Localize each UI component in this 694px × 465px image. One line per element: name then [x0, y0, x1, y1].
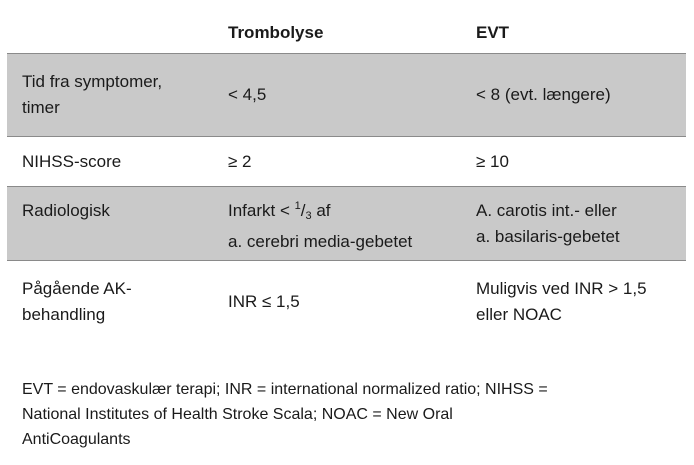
- trombolyse-value: INR ≤ 1,5: [228, 291, 300, 311]
- footnote-line: EVT = endovaskulær terapi; INR = international normalized ratio; NIHSS =: [22, 381, 548, 398]
- footnote-line: AntiCoagulants: [22, 431, 131, 448]
- row-label: [7, 187, 212, 224]
- trombolyse-line: Infarkt < $^1/_3$ af: [228, 199, 331, 222]
- footnote-line: National Institutes of Health Stroke Scala; NOAC = New Oral: [22, 406, 453, 423]
- evt-value: [460, 198, 686, 250]
- abbreviations-footnote: [22, 377, 682, 452]
- evt-line: a. basilaris-gebetet: [476, 226, 620, 246]
- table-row-radiologisk: [7, 187, 686, 261]
- row-label: [7, 69, 212, 121]
- evt-line: A. carotis int.- eller: [476, 200, 617, 220]
- trombolyse-value: < 4,5: [228, 85, 267, 104]
- row-label-line: timer: [22, 98, 60, 117]
- trombolyse-value: ≥ 2: [228, 151, 252, 171]
- table-row-nihss: [7, 137, 686, 187]
- row-label-line: behandling: [22, 304, 106, 324]
- fraction-numerator: 1: [294, 199, 301, 212]
- trombolyse-prefix: Infarkt <: [228, 200, 295, 220]
- evt-line: Muligvis ved INR > 1,5: [476, 278, 647, 298]
- table-row-ak-behandling: [7, 261, 686, 342]
- evt-value: ≥ 10: [476, 151, 509, 171]
- fraction-denominator: 3: [305, 209, 312, 222]
- row-label-line: Pågående AK-: [22, 278, 132, 298]
- row-label: [7, 276, 212, 328]
- header-evt: EVT: [476, 22, 510, 42]
- evt-value: < 8 (evt. længere): [476, 85, 611, 104]
- row-label: [7, 149, 212, 175]
- trombolyse-value: [212, 193, 460, 255]
- row-label-line: Tid fra symptomer,: [22, 72, 163, 91]
- comparison-table: [7, 12, 686, 342]
- table-header-row: [7, 12, 686, 54]
- evt-line: eller NOAC: [476, 304, 562, 324]
- row-label-line: NIHSS-score: [22, 151, 122, 171]
- table-row-tid: [7, 54, 686, 137]
- trombolyse-line: a. cerebri media-gebetet: [228, 231, 413, 251]
- header-trombolyse: Trombolyse: [228, 22, 324, 42]
- trombolyse-suffix: af: [311, 200, 331, 220]
- evt-value: [460, 276, 686, 328]
- row-label-line: Radiologisk: [22, 201, 110, 220]
